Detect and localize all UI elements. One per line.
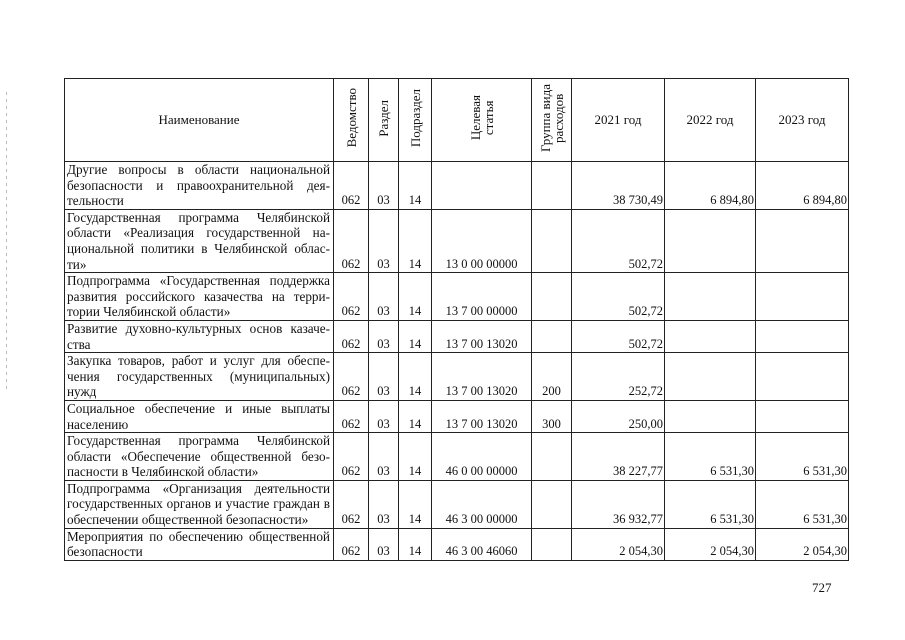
row-dept: 062 <box>334 480 369 528</box>
row-name: Подпрограмма «Организация деятельности государственных органов и участие граждан в обеспечении общественной безопасности» <box>65 480 334 528</box>
table-row <box>65 528 849 560</box>
row-name: Мероприятия по обеспечению общественной безопасности <box>65 528 334 560</box>
row-dept: 062 <box>334 400 369 432</box>
row-group <box>532 480 572 528</box>
row-name: Другие вопросы в области национальной безопасности и правоохранительной деятельности <box>65 162 334 210</box>
row-dept: 062 <box>334 320 369 352</box>
row-name: Закупка товаров, работ и услуг для обеспечения государственных (муниципальных) нужд <box>65 353 334 401</box>
row-amount-2022: 2 054,30 <box>665 528 756 560</box>
budget-table <box>64 78 849 561</box>
row-target <box>432 162 532 210</box>
row-subsection: 14 <box>399 320 432 352</box>
row-section: 03 <box>369 209 399 272</box>
row-target: 13 7 00 13020 <box>432 400 532 432</box>
row-group: 300 <box>532 400 572 432</box>
row-amount-2022 <box>665 320 756 352</box>
row-amount-2021: 252,72 <box>572 353 665 401</box>
row-section: 03 <box>369 320 399 352</box>
row-amount-2021: 36 932,77 <box>572 480 665 528</box>
row-dept: 062 <box>334 209 369 272</box>
row-amount-2022: 6 531,30 <box>665 480 756 528</box>
table-row <box>65 480 849 528</box>
row-amount-2021: 502,72 <box>572 320 665 352</box>
header-name: Наименование <box>65 79 334 162</box>
row-target: 13 0 00 00000 <box>432 209 532 272</box>
row-amount-2022: 6 531,30 <box>665 433 756 481</box>
row-amount-2022: 6 894,80 <box>665 162 756 210</box>
table-body <box>65 162 849 561</box>
header-2021: 2021 год <box>572 79 665 162</box>
row-section: 03 <box>369 433 399 481</box>
page-edge-mark <box>6 92 7 392</box>
row-amount-2021: 250,00 <box>572 400 665 432</box>
table-row <box>65 273 849 321</box>
table-row <box>65 400 849 432</box>
row-target: 13 7 00 00000 <box>432 273 532 321</box>
row-target: 46 3 00 00000 <box>432 480 532 528</box>
row-group <box>532 209 572 272</box>
row-amount-2023 <box>756 273 849 321</box>
row-amount-2022 <box>665 209 756 272</box>
row-subsection: 14 <box>399 273 432 321</box>
row-amount-2023 <box>756 353 849 401</box>
row-name: Государственная программа Челябинской области «Обеспечение общественной безопасности в Челябинской области» <box>65 433 334 481</box>
row-amount-2023 <box>756 400 849 432</box>
table-row <box>65 162 849 210</box>
row-name: Подпрограмма «Государственная поддержка развития российского казачества на территории Челябинской области» <box>65 273 334 321</box>
row-group <box>532 273 572 321</box>
row-dept: 062 <box>334 353 369 401</box>
row-dept: 062 <box>334 273 369 321</box>
row-target: 13 7 00 13020 <box>432 320 532 352</box>
row-amount-2022 <box>665 400 756 432</box>
row-subsection: 14 <box>399 162 432 210</box>
row-section: 03 <box>369 528 399 560</box>
row-subsection: 14 <box>399 480 432 528</box>
row-target: 46 0 00 00000 <box>432 433 532 481</box>
header-2022: 2022 год <box>665 79 756 162</box>
row-target: 13 7 00 13020 <box>432 353 532 401</box>
header-subsection: Подраздел <box>399 79 432 162</box>
row-dept: 062 <box>334 528 369 560</box>
header-section: Раздел <box>369 79 399 162</box>
table-row <box>65 320 849 352</box>
row-subsection: 14 <box>399 209 432 272</box>
row-subsection: 14 <box>399 528 432 560</box>
row-amount-2023 <box>756 320 849 352</box>
row-amount-2023: 6 894,80 <box>756 162 849 210</box>
table-row <box>65 353 849 401</box>
row-amount-2021: 38 227,77 <box>572 433 665 481</box>
row-group: 200 <box>532 353 572 401</box>
row-group <box>532 433 572 481</box>
row-group <box>532 162 572 210</box>
row-amount-2023 <box>756 209 849 272</box>
row-name: Государственная программа Челябинской области «Реализация государственной национальной политики в Челябинской области» <box>65 209 334 272</box>
row-subsection: 14 <box>399 353 432 401</box>
table-row <box>65 433 849 481</box>
row-amount-2022 <box>665 353 756 401</box>
row-group <box>532 528 572 560</box>
row-amount-2023: 2 054,30 <box>756 528 849 560</box>
row-dept: 062 <box>334 433 369 481</box>
page-number: 727 <box>812 580 832 595</box>
row-subsection: 14 <box>399 433 432 481</box>
row-name: Социальное обеспечение и иные выплаты населению <box>65 400 334 432</box>
row-amount-2023: 6 531,30 <box>756 480 849 528</box>
row-name: Развитие духовно-культурных основ казачества <box>65 320 334 352</box>
header-row <box>65 79 849 162</box>
table-row <box>65 209 849 272</box>
row-target: 46 3 00 46060 <box>432 528 532 560</box>
row-section: 03 <box>369 400 399 432</box>
header-dept: Ведомство <box>334 79 369 162</box>
row-amount-2022 <box>665 273 756 321</box>
row-section: 03 <box>369 353 399 401</box>
row-section: 03 <box>369 480 399 528</box>
row-section: 03 <box>369 273 399 321</box>
header-2023: 2023 год <box>756 79 849 162</box>
header-group: Группа вида расходов <box>532 79 572 162</box>
row-amount-2021: 2 054,30 <box>572 528 665 560</box>
row-amount-2023: 6 531,30 <box>756 433 849 481</box>
header-target: Целевая статья <box>432 79 532 162</box>
row-amount-2021: 502,72 <box>572 209 665 272</box>
row-group <box>532 320 572 352</box>
row-amount-2021: 38 730,49 <box>572 162 665 210</box>
row-section: 03 <box>369 162 399 210</box>
row-subsection: 14 <box>399 400 432 432</box>
row-dept: 062 <box>334 162 369 210</box>
row-amount-2021: 502,72 <box>572 273 665 321</box>
